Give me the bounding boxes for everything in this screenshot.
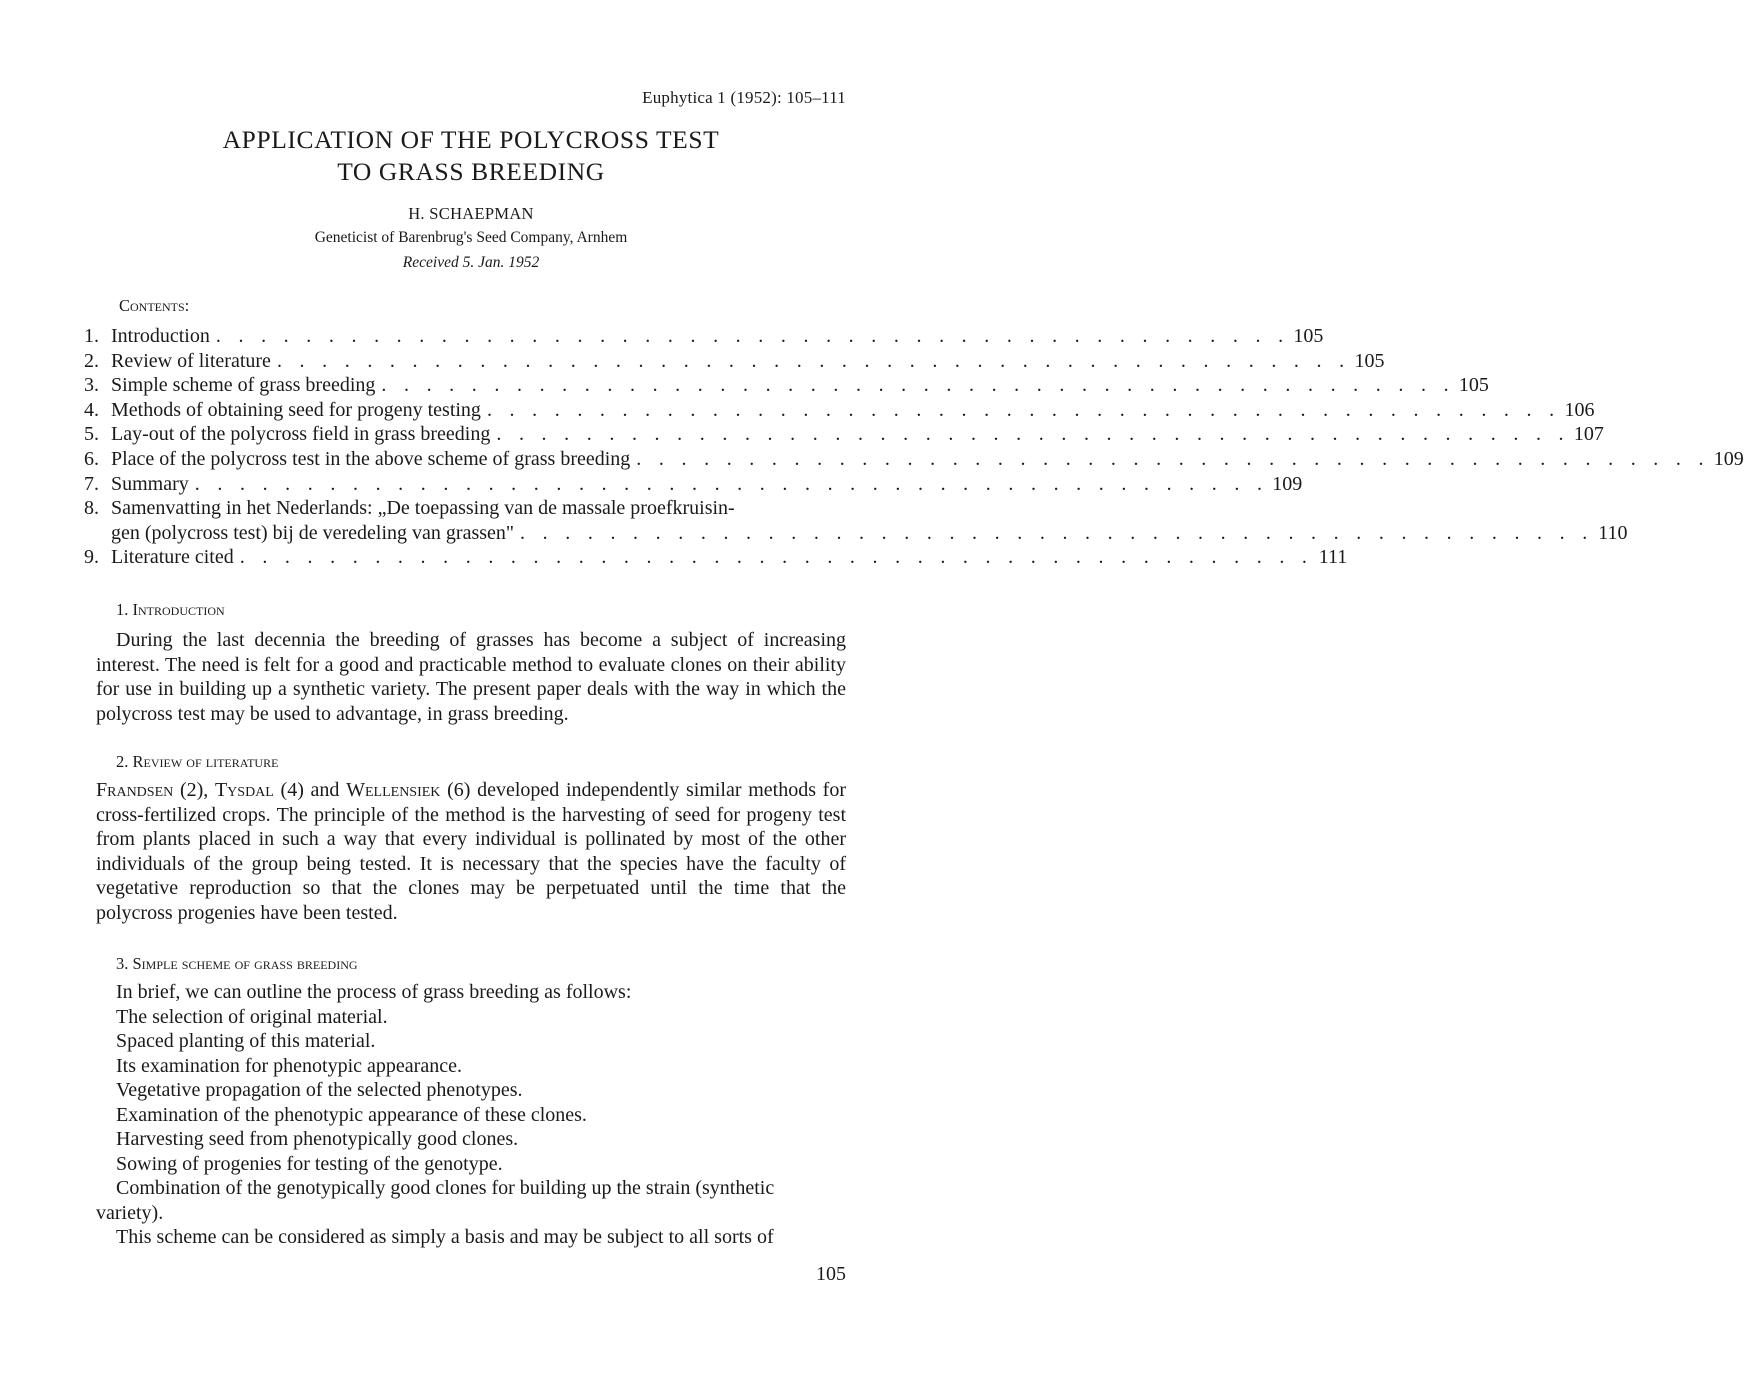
toc-title: Samenvatting in het Nederlands: „De toepassing van de massale proefkruisin- bbox=[111, 497, 735, 520]
citation-text: (2), bbox=[173, 779, 215, 801]
paragraph bbox=[96, 778, 846, 925]
received-date: Received 5. Jan. 1952 bbox=[402, 254, 540, 271]
toc-item bbox=[84, 472, 1303, 497]
toc-item-continuation bbox=[84, 521, 1628, 546]
toc-leader: . . . . . . . . . . . . . . . . . . . . . . . . . . . . . . . . . . . . . . . . . . . . . . . . bbox=[520, 521, 1594, 544]
paper-title bbox=[96, 124, 846, 188]
toc-title: Lay-out of the polycross field in grass breeding bbox=[111, 423, 491, 446]
toc-page: 109 bbox=[1272, 472, 1303, 495]
toc-number: 9. bbox=[84, 546, 99, 569]
toc-title: gen (polycross test) bij de veredeling van grassen" bbox=[111, 521, 515, 544]
toc-leader: . . . . . . . . . . . . . . . . . . . . . . . . . . . . . . . . . . . . . . . . . . . . . . . . bbox=[215, 325, 1290, 347]
title-line-2: TO GRASS BREEDING bbox=[337, 157, 605, 186]
title-line-1: APPLICATION OF THE POLYCROSS TEST bbox=[222, 125, 720, 154]
toc-leader: . . . . . . . . . . . . . . . . . . . . . . . . . . . . . . . . . . . . . . . . . . . . . . . . bbox=[496, 423, 1570, 446]
toc-number: 4. bbox=[84, 398, 99, 421]
toc-title: Simple scheme of grass breeding bbox=[111, 374, 376, 397]
table-of-contents bbox=[84, 324, 1744, 570]
toc-page: 105 bbox=[1458, 374, 1489, 397]
scheme-line: Vegetative propagation of the selected phenotypes. bbox=[116, 1079, 523, 1101]
toc-title: Methods of obtaining seed for progeny testing bbox=[111, 398, 481, 421]
toc-page: 106 bbox=[1564, 398, 1595, 421]
toc-page: 107 bbox=[1573, 423, 1604, 446]
paragraph-text: (6) developed independently similar methods for cross-fertilized crops. The principle of the method is the harvesting of seed for progeny test from plants placed in such a way that every individual is pollinated by most of the other individuals of the group being tested. It is necessary that the species have the faculty of vegetative reproduction so that the clones may be perpetuated until the time that the polycross progenies have been tested. bbox=[96, 779, 846, 924]
citation-text: (4) and bbox=[273, 779, 347, 801]
contents-label: Contents: bbox=[119, 296, 190, 315]
scheme-line: This scheme can be considered as simply a basis and may be subject to all sorts of bbox=[116, 1226, 774, 1248]
scheme-line: Spaced planting of this material. bbox=[116, 1030, 376, 1052]
section-heading-introduction: 1. Introduction bbox=[116, 600, 225, 619]
scheme-line: The selection of original material. bbox=[116, 1005, 388, 1028]
toc-number: 3. bbox=[84, 374, 99, 397]
toc-page: 105 bbox=[1354, 349, 1385, 372]
author-affiliation: Geneticist of Barenbrug's Seed Company, Arnhem bbox=[314, 229, 628, 246]
scheme-line: Harvesting seed from phenotypically good clones. bbox=[116, 1128, 519, 1150]
cited-author: Wellensiek bbox=[346, 779, 441, 801]
toc-item bbox=[84, 398, 1595, 423]
paragraph: During the last decennia the breeding of grasses has become a subject of increasing interest. The need is felt for a good and practicable method to evaluate clones on their ability for use in building up a synthetic variety. The present paper deals with the way in which the polycross test may be used to advantage, in grass breeding. bbox=[96, 629, 846, 725]
toc-item bbox=[84, 496, 846, 521]
toc-page: 111 bbox=[1318, 546, 1348, 569]
toc-title: Literature cited bbox=[111, 546, 234, 569]
toc-item bbox=[84, 373, 1489, 398]
toc-item bbox=[84, 349, 1385, 374]
toc-leader: . . . . . . . . . . . . . . . . . . . . . . . . . . . . . . . . . . . . . . . . . . . . . . . . bbox=[194, 472, 1269, 495]
toc-number: 8. bbox=[84, 497, 99, 520]
toc-page: 105 bbox=[1293, 325, 1324, 347]
toc-number: 1. bbox=[84, 325, 99, 347]
section-heading-scheme: 3. Simple scheme of grass breeding bbox=[116, 954, 358, 973]
toc-item bbox=[84, 324, 1324, 349]
toc-title: Review of literature bbox=[111, 349, 271, 372]
scheme-line: Its examination for phenotypic appearance. bbox=[116, 1054, 462, 1077]
toc-leader: . . . . . . . . . . . . . . . . . . . . . . . . . . . . . . . . . . . . . . . . . . . . . . . . bbox=[636, 447, 1710, 470]
cited-author: Tysdal bbox=[214, 779, 274, 801]
toc-leader: . . . . . . . . . . . . . . . . . . . . . . . . . . . . . . . . . . . . . . . . . . . . . . . . bbox=[381, 374, 1455, 397]
toc-title: Introduction bbox=[111, 325, 210, 347]
toc-number: 5. bbox=[84, 423, 99, 446]
section-body-introduction bbox=[96, 628, 846, 726]
toc-page: 110 bbox=[1598, 521, 1628, 544]
scheme-line: In brief, we can outline the process of grass breeding as follows: bbox=[116, 981, 632, 1003]
scheme-line: Combination of the genotypically good clones for building up the strain (synthetic variety). bbox=[96, 1177, 775, 1224]
toc-leader: . . . . . . . . . . . . . . . . . . . . . . . . . . . . . . . . . . . . . . . . . . . . . . . . bbox=[276, 349, 1351, 372]
author-name: H. SCHAEPMAN bbox=[408, 204, 534, 223]
toc-number: 6. bbox=[84, 447, 99, 470]
section-body-scheme bbox=[96, 980, 846, 1250]
toc-item bbox=[84, 447, 1744, 472]
toc-item bbox=[84, 545, 1348, 570]
page-number: 105 bbox=[816, 1263, 846, 1285]
toc-leader: . . . . . . . . . . . . . . . . . . . . . . . . . . . . . . . . . . . . . . . . . . . . . . . . bbox=[239, 546, 1314, 569]
toc-number: 7. bbox=[84, 472, 99, 495]
scheme-line: Examination of the phenotypic appearance of these clones. bbox=[116, 1103, 587, 1126]
journal-reference: Euphytica 1 (1952): 105–111 bbox=[642, 88, 846, 107]
scheme-line: Sowing of progenies for testing of the genotype. bbox=[116, 1152, 503, 1175]
section-heading-review: 2. Review of literature bbox=[116, 752, 279, 771]
toc-number: 2. bbox=[84, 349, 99, 372]
toc-title: Place of the polycross test in the above scheme of grass breeding bbox=[111, 447, 631, 470]
cited-author: Frandsen bbox=[96, 779, 174, 801]
toc-title: Summary bbox=[111, 472, 189, 495]
toc-leader: . . . . . . . . . . . . . . . . . . . . . . . . . . . . . . . . . . . . . . . . . . . . . . . . bbox=[486, 398, 1561, 421]
toc-item bbox=[84, 422, 1604, 447]
toc-page: 109 bbox=[1713, 447, 1744, 470]
section-body-review bbox=[96, 778, 846, 925]
